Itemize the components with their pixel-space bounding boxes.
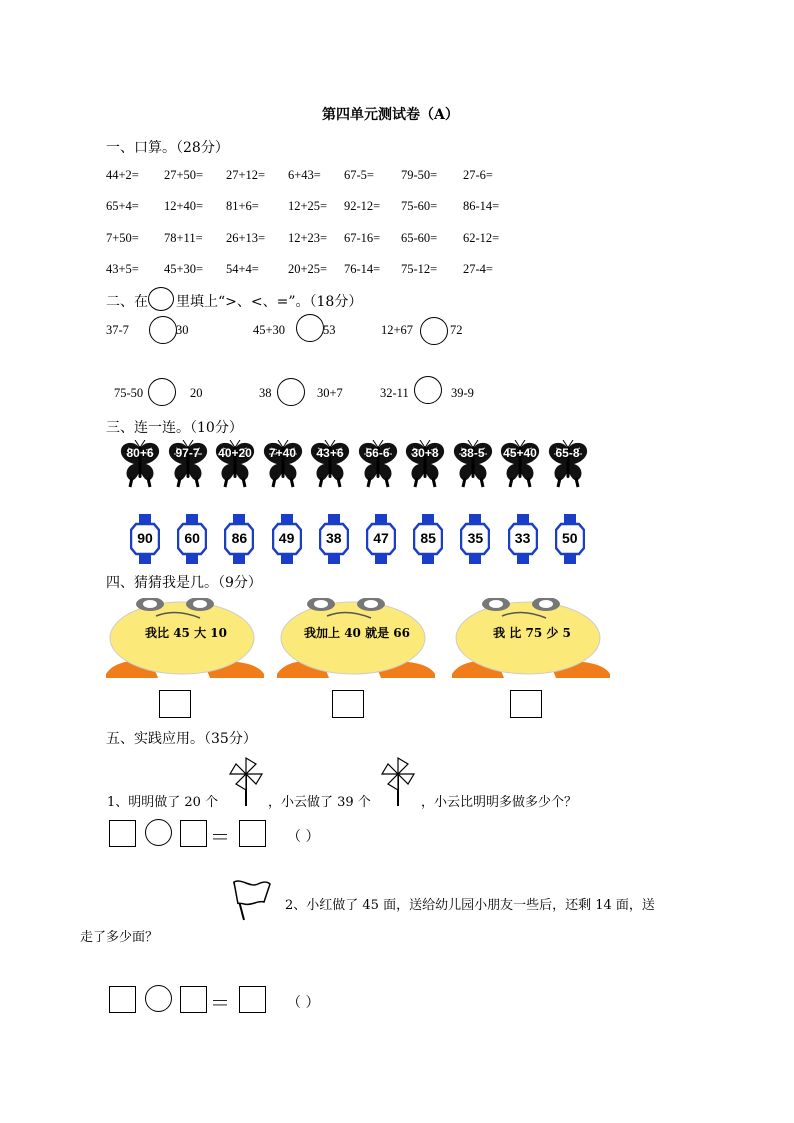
compare-right: 72 (450, 323, 463, 337)
equation-box[interactable] (109, 986, 136, 1013)
butterfly-card[interactable] (453, 440, 493, 488)
equation-box[interactable] (180, 820, 207, 847)
butterfly-card[interactable] (310, 440, 350, 488)
calc-item: 27+50= (164, 168, 204, 182)
calc-item: 27-4= (463, 262, 493, 276)
butterfly-card[interactable] (405, 440, 445, 488)
chick-card (106, 598, 266, 688)
calc-item: 7+50= (106, 231, 139, 245)
calc-item: 67-5= (344, 168, 374, 182)
question1-part2: ，小云做了 39 个 (268, 795, 371, 810)
pencil-card[interactable] (272, 514, 302, 564)
calc-item: 79-50= (401, 168, 438, 182)
calc-item: 12+23= (288, 231, 328, 245)
symbol-circle-icon (148, 287, 174, 311)
chick-icon (106, 598, 266, 688)
compare-right: 39-9 (451, 386, 474, 400)
calc-item: 67-16= (344, 231, 381, 245)
calc-item: 78+11= (164, 231, 203, 245)
pencil-number: 50 (562, 530, 578, 546)
butterfly-label: 40+20 (218, 446, 252, 460)
chick-card (277, 598, 437, 688)
butterfly-card[interactable] (120, 440, 160, 488)
question2-line2: 走了多少面？ (80, 930, 159, 945)
butterfly-label: 65-8 (555, 446, 580, 460)
calc-item: 26+13= (226, 231, 266, 245)
equation-box[interactable] (239, 986, 266, 1013)
butterfly-label: 7+40 (268, 446, 297, 460)
calc-item: 62-12= (463, 231, 500, 245)
pinwheel-icon (226, 756, 266, 808)
flag-icon (228, 876, 274, 922)
chick-card (452, 598, 612, 688)
pencil-card[interactable] (366, 514, 396, 564)
pencil-number: 90 (137, 530, 153, 546)
pencil-number: 86 (231, 530, 248, 546)
compare-answer-circle[interactable] (149, 316, 177, 344)
operator-circle[interactable] (145, 819, 172, 846)
chick-speech: 我比 45 大 10 (145, 626, 227, 640)
butterfly-label: 45+40 (503, 446, 537, 460)
calc-item: 81+6= (226, 199, 259, 213)
question1-part1: 1、明明做了 20 个 (107, 795, 219, 810)
calc-item: 54+4= (226, 262, 259, 276)
pencil-card[interactable] (224, 514, 254, 564)
butterfly-card[interactable] (215, 440, 255, 488)
calc-item: 45+30= (164, 262, 204, 276)
answer-box[interactable] (510, 690, 542, 718)
section2-heading-end: 里填上“>、<、=”。（18分） (176, 294, 363, 310)
pencil-number: 85 (420, 530, 436, 546)
calc-item: 75-60= (401, 199, 438, 213)
calc-item: 20+25= (288, 262, 328, 276)
unit-answer-paren[interactable]: （ ） (287, 995, 320, 1011)
compare-right: 20 (190, 386, 203, 400)
butterfly-label: 43+6 (316, 446, 344, 460)
pencil-card[interactable] (319, 514, 349, 564)
calc-item: 65+4= (106, 199, 139, 213)
pencil-number: 49 (278, 530, 295, 546)
question2-line1: 2、小红做了 45 面，送给幼儿园小朋友一些后，还剩 14 面，送 (285, 898, 655, 913)
section5-heading: 五、实践应用。（35分） (106, 731, 257, 747)
calc-item: 27+12= (226, 168, 266, 182)
equals-sign: ＝ (210, 825, 230, 849)
calc-item: 76-14= (344, 262, 381, 276)
pencil-card[interactable] (413, 514, 443, 564)
calc-item: 92-12= (344, 199, 381, 213)
equals-sign: ＝ (210, 991, 230, 1015)
compare-right: 53 (323, 323, 336, 337)
chick-icon (452, 598, 612, 688)
answer-box[interactable] (332, 690, 364, 718)
calc-item: 12+40= (164, 199, 204, 213)
compare-left: 37-7 (106, 323, 129, 337)
question1-part3: ，小云比明明多做多少个？ (421, 795, 578, 810)
butterfly-label: 38-5 (460, 446, 485, 460)
section4-heading: 四、猜猜我是几。（9分） (106, 575, 262, 591)
pinwheel-icon (378, 756, 418, 808)
calc-item: 44+2= (106, 168, 139, 182)
compare-left: 45+30 (253, 323, 286, 337)
pencil-card[interactable] (130, 514, 160, 564)
equation-box[interactable] (239, 820, 266, 847)
butterfly-card[interactable] (168, 440, 208, 488)
calc-item: 6+43= (288, 168, 321, 182)
page-title: 第四单元测试卷（A） (322, 107, 459, 123)
calc-item: 43+5= (106, 262, 139, 276)
equation-box[interactable] (109, 820, 136, 847)
chick-icon (277, 598, 437, 688)
compare-answer-circle[interactable] (414, 376, 442, 404)
butterfly-card[interactable] (358, 440, 398, 488)
compare-answer-circle[interactable] (420, 317, 448, 345)
section2-heading-start: 二、在 (106, 294, 148, 310)
pencil-number: 38 (326, 530, 342, 546)
pencil-number: 47 (373, 530, 389, 546)
unit-answer-paren[interactable]: （ ） (287, 829, 320, 845)
equation-box[interactable] (180, 986, 207, 1013)
pencil-number: 35 (467, 530, 484, 546)
butterfly-label: 80+6 (126, 446, 154, 460)
butterfly-card[interactable] (263, 440, 303, 488)
compare-left: 32-11 (380, 386, 409, 400)
compare-answer-circle[interactable] (277, 378, 305, 406)
operator-circle[interactable] (145, 985, 172, 1012)
calc-item: 75-12= (401, 262, 438, 276)
butterfly-card[interactable] (500, 440, 540, 488)
calc-item: 86-14= (463, 199, 500, 213)
calc-item: 27-6= (463, 168, 493, 182)
pencil-number: 33 (514, 530, 531, 546)
compare-left: 38 (259, 386, 272, 400)
compare-right: 30+7 (317, 386, 343, 400)
butterfly-label: 97-7 (175, 446, 200, 460)
butterfly-label: 30+8 (411, 446, 439, 460)
butterfly-label: 56-6 (365, 446, 390, 460)
pencil-card[interactable] (460, 514, 490, 564)
calc-item: 65-60= (401, 231, 438, 245)
compare-right: 30 (176, 323, 189, 337)
compare-answer-circle[interactable] (296, 314, 324, 342)
section3-heading: 三、连一连。（10分） (106, 420, 243, 436)
compare-left: 12+67 (381, 323, 414, 337)
chick-speech: 我 比 75 少 5 (493, 626, 571, 640)
section1-heading: 一、口算。（28分） (106, 140, 229, 156)
answer-box[interactable] (159, 690, 191, 718)
butterfly-card[interactable] (548, 440, 588, 488)
compare-answer-circle[interactable] (148, 378, 176, 406)
pencil-card[interactable] (508, 514, 538, 564)
pencil-card[interactable] (177, 514, 207, 564)
calc-item: 12+25= (288, 199, 328, 213)
pencil-card[interactable] (555, 514, 585, 564)
compare-left: 75-50 (114, 386, 144, 400)
chick-speech: 我加上 40 就是 66 (304, 626, 410, 640)
pencil-number: 60 (184, 530, 200, 546)
